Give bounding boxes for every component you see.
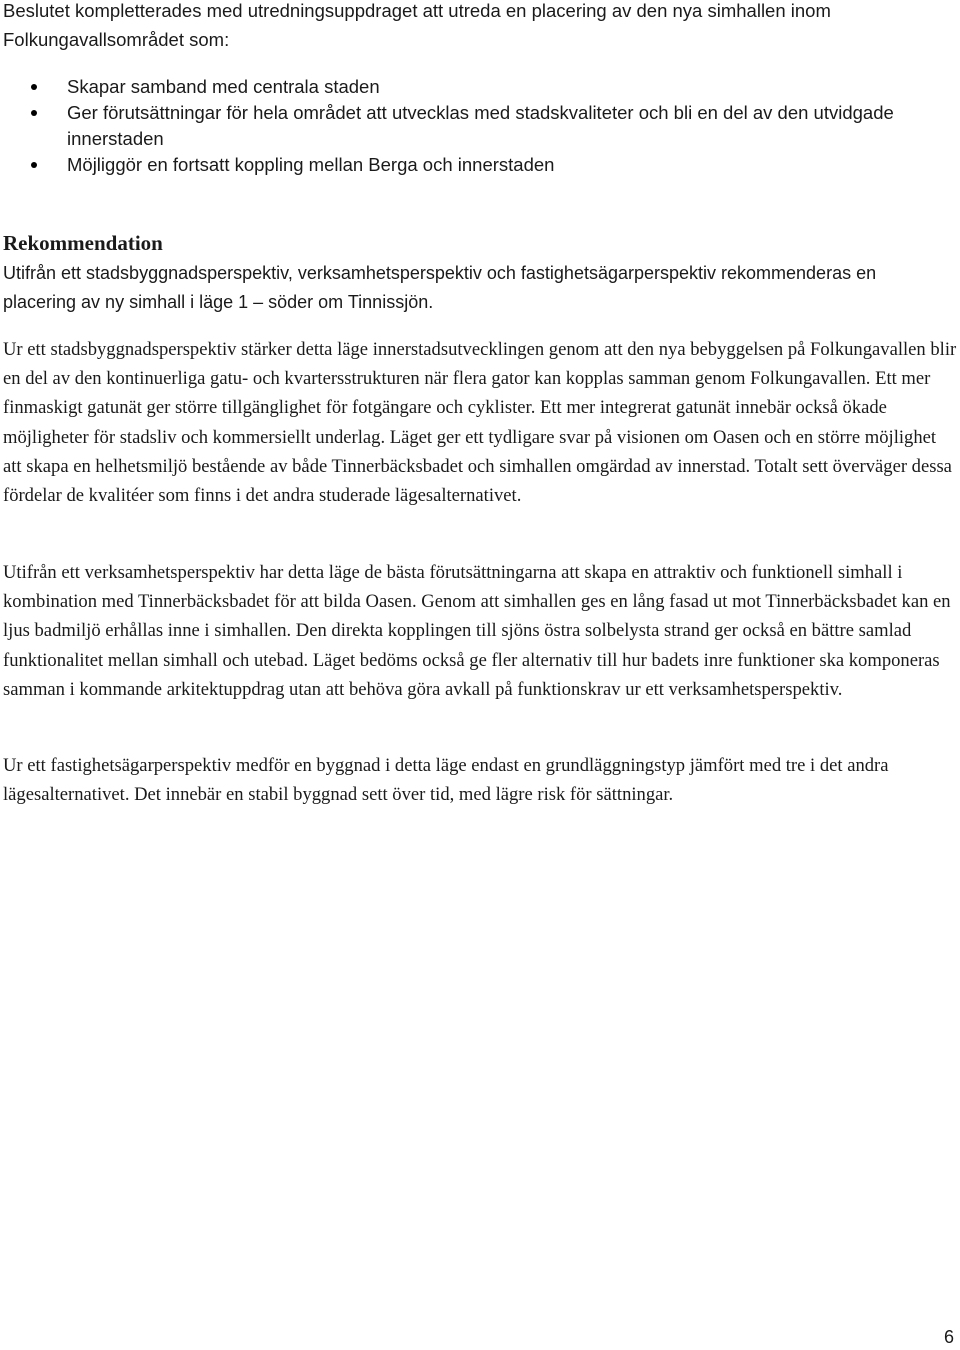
bullet-text: Ger förutsättningar för hela området att utvecklas med stadskvaliteter och bli en del av den utvidgade innerstaden: [67, 102, 894, 149]
body-paragraph-urban: Ur ett stadsbyggnadsperspektiv stärker detta läge innerstadsutvecklingen genom att den nya bebyggelsen på Folkungavallen blir en del av den kontinuerliga gatu- och kvartersstrukturen när flera gator kan kopplas samman genom Folkungavallen. Ett mer finmaskigt gatunät ger större tillgänglighet för fotgängare och cyklister. Ett mer integrerat gatunät innebär också ökade möjligheter för stadsliv och kommersiellt underlag. Läget ger ett tydligare svar på visionen om Oasen och en större möjlighet att skapa en helhetsmiljö bestående av både Tinnerbäcksbadet och simhallen omgärdad av innerstad. Totalt sett överväger dessa fördelar de kvalitéer som finns i det andra studerade lägesalternativet.: [3, 339, 957, 507]
page-number: 6: [943, 1327, 954, 1347]
bullet-icon: [31, 84, 37, 90]
intro-paragraph: Beslutet kompletterades med utredningsuppdraget att utreda en placering av den nya simhallen inom Folkungavallsområdet som:: [3, 0, 831, 50]
section-heading: Rekommendation: [3, 231, 163, 255]
list-item: [0, 152, 950, 178]
body-paragraph-property: Ur ett fastighetsägarperspektiv medför en byggnad i detta läge endast en grundläggningstyp jämfört med tre i det andra lägesalternativet. Det innebär en stabil byggnad sett över tid, med lägre risk för sättningar.: [3, 755, 889, 806]
list-item: [0, 74, 950, 100]
bullet-list: [0, 74, 950, 178]
bullet-text: Möjliggör en fortsatt koppling mellan Berga och innerstaden: [67, 154, 555, 175]
list-item: [0, 100, 950, 152]
bullet-icon: [31, 162, 37, 168]
body-paragraph-operations: Utifrån ett verksamhetsperspektiv har detta läge de bästa förutsättningarna att skapa en attraktiv och funktionell simhall i kombination med Tinnerbäcksbadet för att bilda Oasen. Genom att simhallen ges en lång fasad ut mot Tinnerbäcksbadet kan en ljus badmiljö erhållas inne i simhallen. Den direkta kopplingen till sjöns östra solbelysta strand ger också en bättre samlad funktionalitet mellan simhall och utebad. Läget bedöms också ge fler alternativ till hur badets inre funktioner ska komponeras samman i kommande arkitektuppdrag utan att behöva göra avkall på funktionskrav ur ett verksamhetsperspektiv.: [3, 562, 951, 700]
bullet-icon: [31, 110, 37, 116]
bullet-text: Skapar samband med centrala staden: [67, 76, 380, 97]
recommendation-text: Utifrån ett stadsbyggnadsperspektiv, verksamhetsperspektiv och fastighetsägarperspektiv rekommenderas en placering av ny simhall i läge 1 – söder om Tinnissjön.: [3, 263, 877, 312]
